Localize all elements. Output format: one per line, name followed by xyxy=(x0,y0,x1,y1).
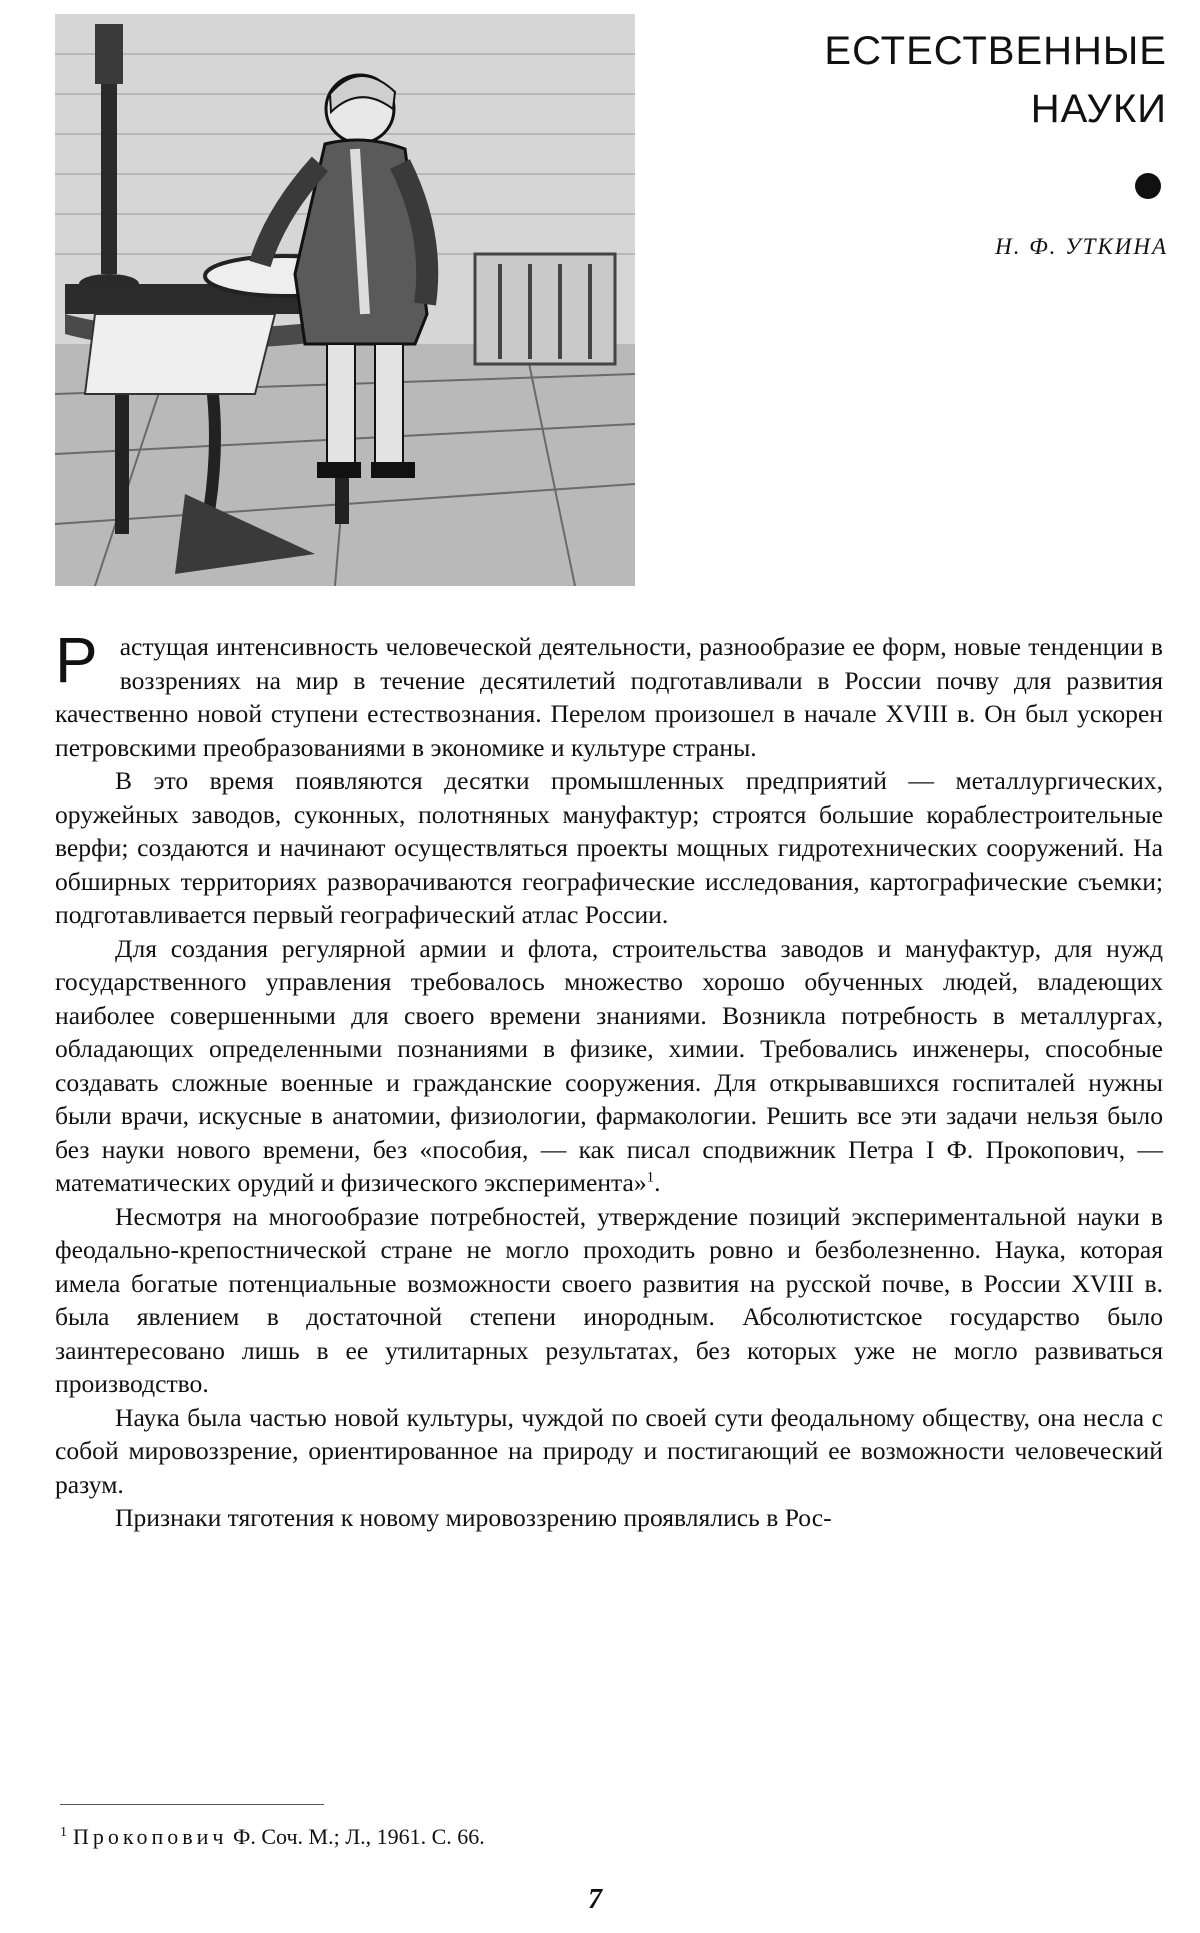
footnote-divider xyxy=(60,1804,324,1805)
section-title-line-2: НАУКИ xyxy=(1030,87,1167,131)
footnote-citation: Ф. Соч. М.; Л., 1961. С. 66. xyxy=(232,1824,485,1849)
footnote-author: Прокопович xyxy=(73,1824,228,1849)
page-number: 7 xyxy=(588,1884,602,1915)
section-title-line-1: ЕСТЕСТВЕННЫЕ xyxy=(824,29,1167,73)
footnote xyxy=(60,1822,485,1852)
drop-cap-letter: Р xyxy=(55,624,98,696)
footnote-mark: 1 xyxy=(60,1824,67,1840)
article-body xyxy=(55,624,1163,1535)
paragraph-5: Наука была частью новой культуры, чуждой по своей сути феодальному обществу, она несла с собой мировоззрение, ориентированное на природу и постигающий ее возможности человеческий разум. xyxy=(55,1402,1163,1499)
engraving-scholar-at-table-icon xyxy=(55,14,635,586)
section-title xyxy=(824,22,1167,138)
paragraph-4: Несмотря на многообразие потребностей, утверждение позиций экспериментальной науки в феодально-крепостнической стране не могло проходить ровно и безболезненно. Наука, которая имела богатые потенциальные возможности своего развития на русской почве, в России XVIII в. была явлением в достаточной степени инородным. Абсолютистское государство было заинтересовано лишь в ее утилитарных результатах, без которых уже не могло развиваться производство. xyxy=(55,1201,1163,1398)
paragraph-2: В это время появляются десятки промышленных предприятий — металлургических, оружейных заводов, суконных, полотняных мануфактур; строятся большие кораблестроительные верфи; создаются и начинают осуществляться проекты мощных гидротехнических сооружений. На обширных территориях разворачиваются географические исследования, картографические съемки; подготавливается первый географический атлас России. xyxy=(55,766,1163,929)
footnote-reference[interactable]: 1 xyxy=(646,1169,655,1186)
paragraph-3-end: . xyxy=(654,1168,661,1197)
author-name: Н. Ф. УТКИНА xyxy=(995,234,1168,259)
paragraph-3 xyxy=(55,932,1163,1200)
engraving-illustration xyxy=(55,14,635,586)
paragraph-6: Признаки тяготения к новому мировоззрению проявлялись в Рос- xyxy=(115,1503,832,1532)
paragraph-1 xyxy=(55,624,1163,764)
paragraph-1-text: астущая интенсивность человеческой деятельности, разнообразие ее форм, новые тенденции в воззрениях на мир в течение десятилетий подготавливали в России почву для развития качественно новой ступени естествознания. Перелом произошел в начале XVIII в. Он был ускорен петровскими преобразованиями в экономике и культуре страны. xyxy=(55,632,1163,762)
bullet-icon xyxy=(1135,173,1161,199)
paragraph-3-text: Для создания регулярной армии и флота, строительства заводов и мануфактур, для нужд государственного управления требовалось множество хорошо обученных людей, владеющих наиболее совершенными для своего времени знаниями. Возникла потребность в металлургах, обладающих определенными познаниями в физике, химии. Требовались инженеры, способные создавать сложные военные и гражданские сооружения. Для открывавшихся госпиталей нужны были врачи, искусные в анатомии, физиологии, фармакологии. Решить все эти задачи нельзя было без науки нового времени, без «пособия, — как писал сподвижник Петра I Ф. Прокопович, — математических орудий и физического эксперимента» xyxy=(55,933,1163,1197)
